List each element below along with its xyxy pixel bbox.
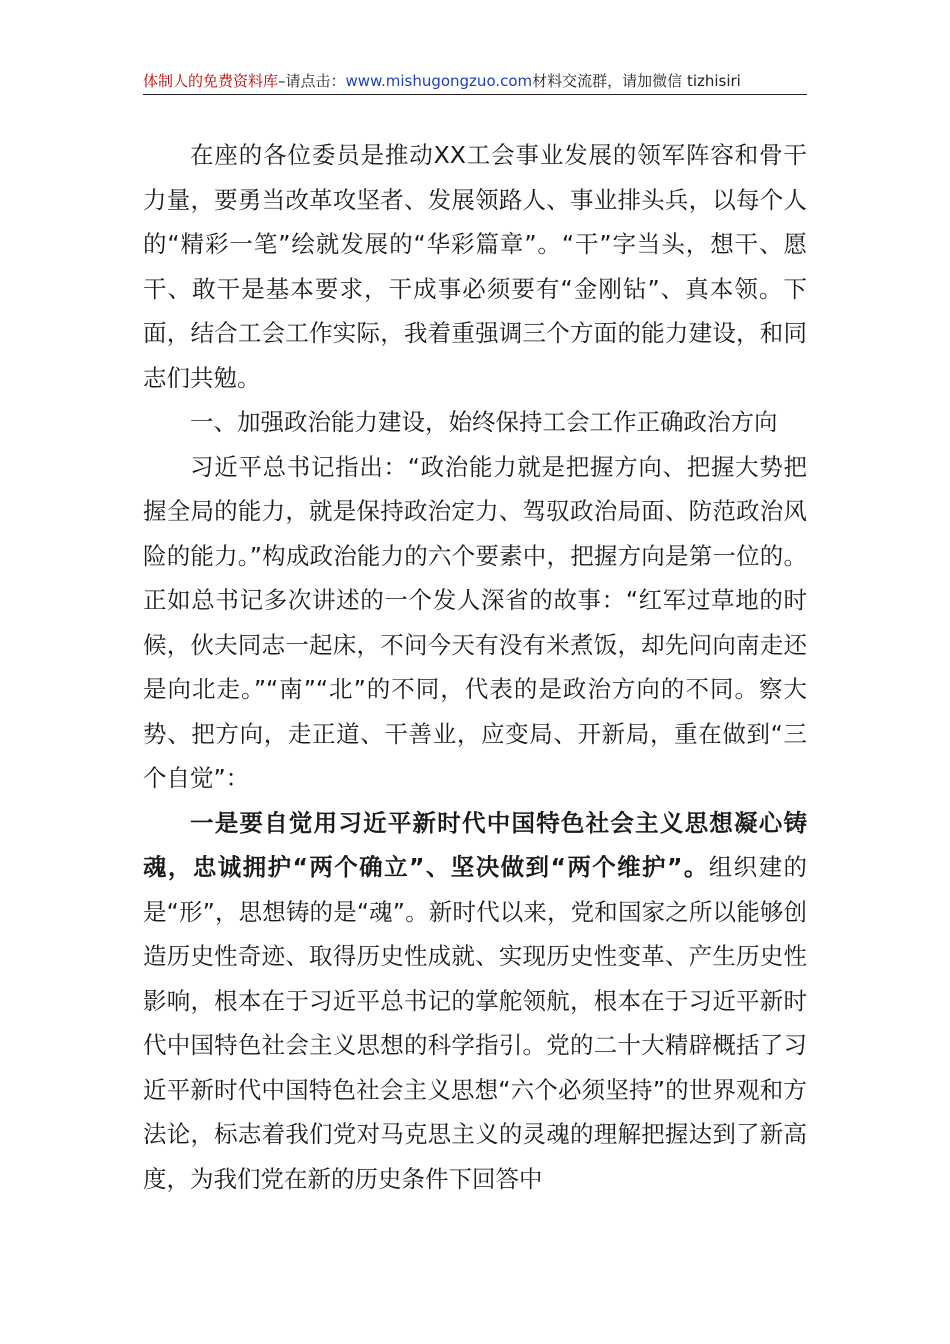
first-point-text: 组织建的是“形”，思想铸的是“魂”。新时代以来，党和国家之所以能够创造历史性奇迹、取得历史性成就、实现历史性变革、产生历史性影响，根本在于习近平总书记的掌舵领航，根本在于习近平新时代中国特色社会主义思想的科学指引。党的二十大精辟概括了习近平新时代中国特色社会主义思想“六个必须坚持”的世界观和方法论，标志着我们党对马克思主义的灵魂的理解把握达到了新高度，为我们党在新的历史条件下回答中 bbox=[143, 853, 808, 1193]
header-prompt: –请点击： bbox=[278, 72, 346, 90]
header-link[interactable]: www.mishugongzuo.com bbox=[345, 72, 533, 90]
header-brand: 体制人的免费资料库 bbox=[143, 72, 279, 90]
paragraph-intro: 在座的各位委员是推动XX工会事业发展的领军阵容和骨干力量，要勇当改革攻坚者、发展领路人、事业排头兵，以每个人的“精彩一笔”绘就发展的“华彩篇章”。“干”字当头，想干、愿干、敢干是基本要求，干成事必须要有“金刚钻”、真本领。下面，结合工会工作实际，我着重强调三个方面的能力建设，和同志们共勉。 bbox=[143, 141, 807, 392]
first-point-lead: 一是要自觉用习近平新时代中国特色社会主义思想凝心铸魂，忠诚拥护“两个确立”、坚决做到“两个维护”。 bbox=[143, 808, 807, 881]
page-header bbox=[143, 70, 807, 95]
section-heading: 一、加强政治能力建设，始终保持工会工作正确政治方向 bbox=[190, 408, 778, 436]
header-tail: 材料交流群，请加微信 tizhisiri bbox=[532, 72, 741, 90]
document-body bbox=[143, 133, 807, 1201]
paragraph-political-ability: 习近平总书记指出：“政治能力就是把握方向、把握大势把握全局的能力，就是保持政治定力、驾驭政治局面、防范政治风险的能力。”构成政治能力的六个要素中，把握方向是第一位的。正如总书记多次讲述的一个发人深省的故事：“红军过草地的时候，伙夫同志一起床，不问今天有没有米煮饭，却先问向南走还是向北走。”“南”“北”的不同，代表的是政治方向的不同。察大势、把方向，走正道、干善业，应变局、开新局，重在做到“三个自觉”： bbox=[143, 452, 807, 792]
paragraph-first-point bbox=[143, 801, 807, 1202]
